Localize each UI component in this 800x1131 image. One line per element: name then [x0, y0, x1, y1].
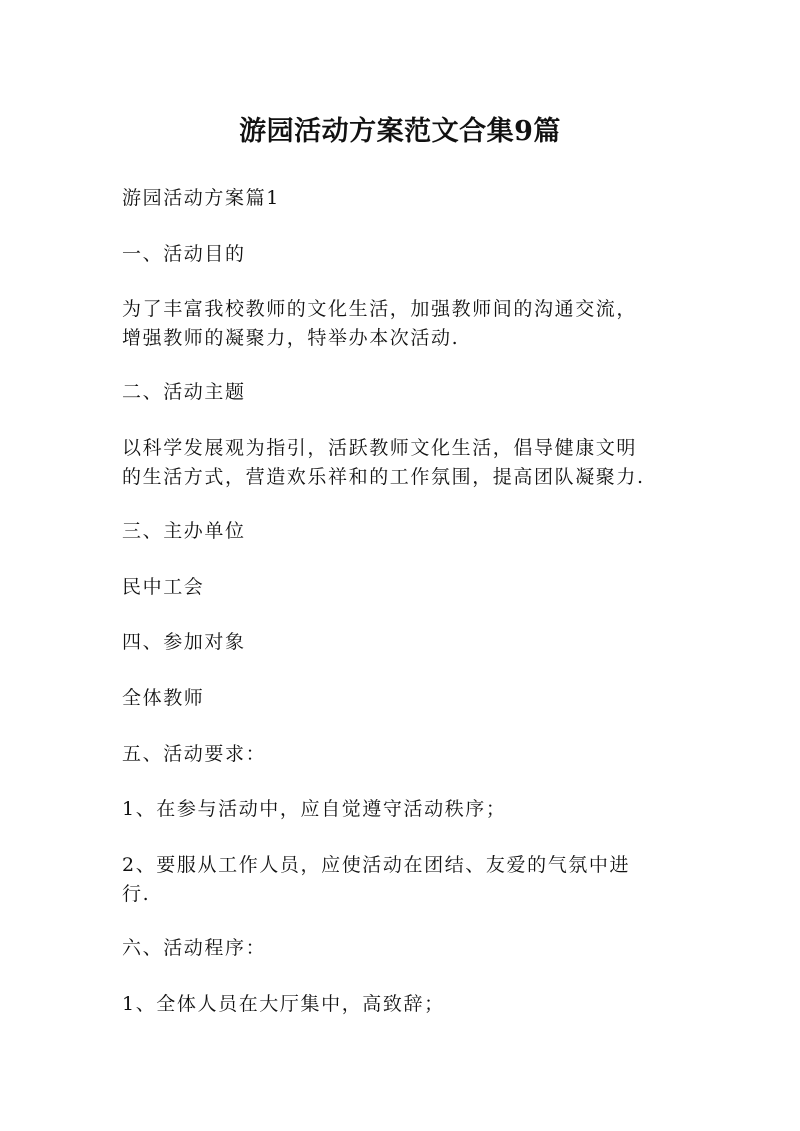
list-item-procedure-1 [122, 990, 682, 1019]
section-heading-requirements [122, 740, 682, 769]
paragraph-line: 四、参加对象 [122, 631, 246, 653]
list-item-requirement-2 [122, 851, 682, 909]
paragraph-line: 以科学发展观为指引，活跃教师文化生活，倡导健康文明 [122, 437, 638, 459]
list-item-requirement-1 [122, 795, 682, 824]
paragraph-line: 三、主办单位 [122, 520, 246, 542]
paragraph-line: 行. [122, 883, 151, 905]
paragraph-line: 1、在参与活动中，应自觉遵守活动秩序； [122, 798, 507, 820]
paragraph-line: 民中工会 [122, 576, 205, 598]
section-heading-purpose [122, 240, 682, 269]
paragraph-organizer [122, 573, 682, 602]
paragraph-purpose [122, 295, 682, 353]
document-title: 游园活动方案范文合集9篇 [239, 116, 561, 147]
section-heading-organizer [122, 517, 682, 546]
paragraph-line: 1、全体人员在大厅集中，高致辞； [122, 993, 445, 1015]
paragraph-line: 增强教师的凝聚力，特举办本次活动. [122, 327, 460, 349]
paragraph-line: 二、活动主题 [122, 381, 246, 403]
section-heading-theme [122, 378, 682, 407]
section-heading-procedure [122, 934, 682, 963]
paragraph-line: 一、活动目的 [122, 243, 246, 265]
paragraph-line: 六、活动程序： [122, 937, 267, 959]
paragraph-line: 游园活动方案篇1 [122, 187, 280, 209]
paragraph-theme [122, 434, 682, 492]
section-heading-participants [122, 628, 682, 657]
paragraph-line: 的生活方式，营造欢乐祥和的工作氛围，提高团队凝聚力. [122, 466, 645, 488]
paragraph-line: 2、要服从工作人员，应使活动在团结、友爱的气氛中进 [122, 854, 631, 876]
paragraph-line: 五、活动要求： [122, 743, 267, 765]
paragraph-line: 全体教师 [122, 687, 205, 709]
paragraph-participants [122, 684, 682, 713]
paragraph-line: 为了丰富我校教师的文化生活，加强教师间的沟通交流， [122, 298, 638, 320]
section-heading-article [122, 184, 682, 213]
